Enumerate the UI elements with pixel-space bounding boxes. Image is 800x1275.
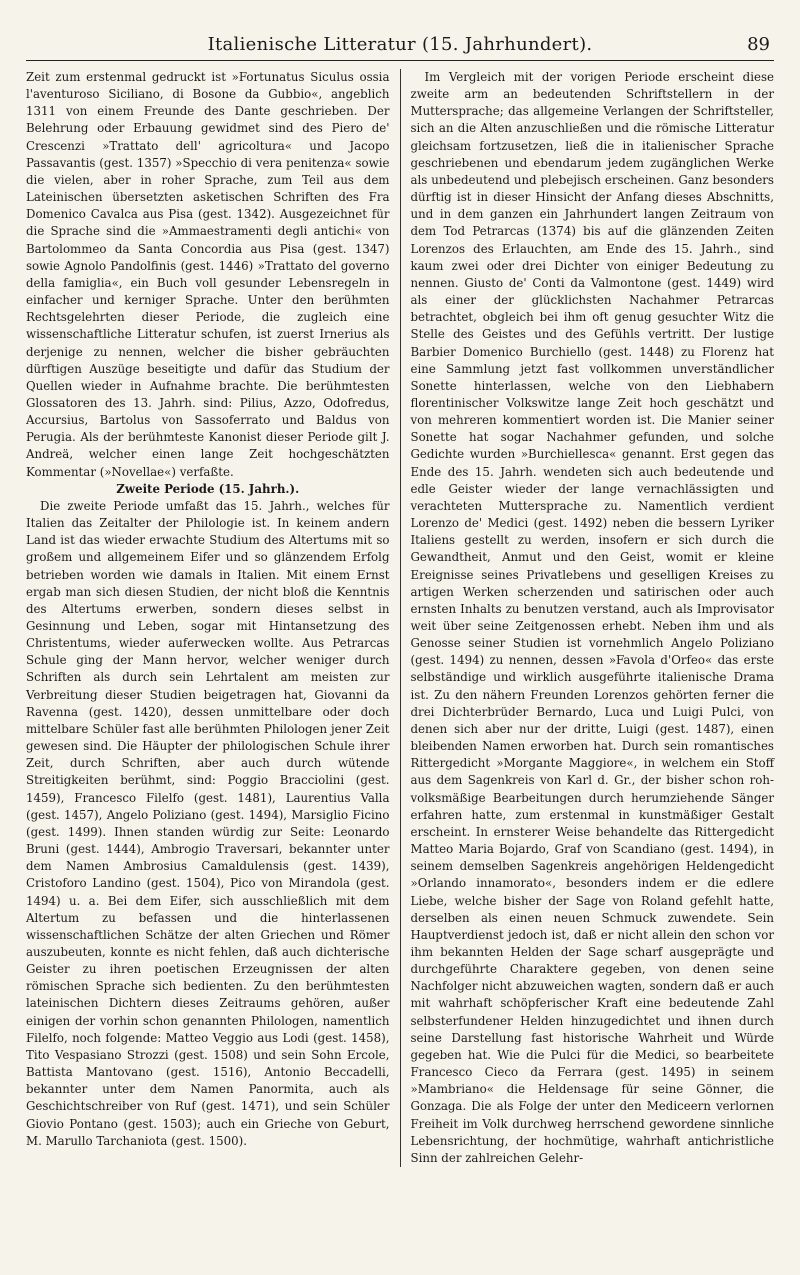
section-heading: Zweite Periode (15. Jahrh.).: [116, 481, 300, 496]
running-title: Italienische Litteratur (15. Jahrhundert).: [207, 34, 593, 55]
left-column: [26, 69, 400, 1167]
paragraph: Im Vergleich mit der vorigen Periode erscheint diese zweite arm an bedeutenden Schriftstellern in der Muttersprache; das allgemeine Verlangen der Schriftsteller, sich an die Alten anzuschließen und die römische Litteratur gleichsam fortzusetzen, ließ die in italienischer Sprache geschriebenen und ebendarum jedem zugänglichen Werke als unbedeutend und plebejisch erscheinen. Ganz besonders dürftig ist in dieser Hinsicht der Anfang dieses Abschnitts, und in dem ganzen ein Jahrhundert langen Zeitraum von dem Tod Petrarcas (1374) bis auf die glänzenden Zeiten Lorenzos des Erlauchten, am Ende des 15. Jahrh., sind kaum zwei oder drei Dichter von einiger Bedeutung zu nennen. Giusto de' Conti da Valmontone (gest. 1449) wird als einer der glücklichsten Nachahmer Petrarcas betrachtet, obgleich bei ihm oft genug gesuchter Witz die Stelle des Geistes und des Gefühls vertritt. Der lustige Barbier Domenico Burchiello (gest. 1448) zu Florenz hat eine Sammlung jetzt fast vollkommen unverständlicher Sonette hinterlassen, welche von den Liebhabern florentinischer Volkswitze lange Zeit hoch geschätzt und von mehreren kommentiert worden ist. Die Manier seiner Sonette hat sogar Nachahmer gefunden, und solche Gedichte wurden »Burchiellesca« genannt. Erst gegen das Ende des 15. Jahrh. wendeten sich auch bedeutende und edle Geister wieder der lange vernachlässigten und verachteten Muttersprache zu. Namentlich verdient Lorenzo de' Medici (gest. 1492) neben die bessern Lyriker Italiens gestellt zu werden, insofern er sich durch die Gewandtheit, Anmut und den Geist, womit er kleine Ereignisse seines Privatlebens und geselligen Kreises zu artigen Werken scherzenden und satirischen oder auch ernsten Inhalts zu benutzen verstand, auch als Improvisator weit über seine Zeitgenossen erhebt. Neben ihm und als Genosse seiner Studien ist vornehmlich Angelo Poliziano (gest. 1494) zu nennen, dessen »Favola d'Orfeo« das erste selbständige und wirklich ausgeführte italienische Drama ist. Zu den nähern Freunden Lorenzos gehörten ferner die drei Dichterbrüder Bernardo, Luca und Luigi Pulci, von denen sich aber nur der dritte, Luigi (gest. 1487), einen bleibenden Namen erworben hat. Durch sein romantisches Rittergedicht »Morgante Maggiore«, in welchem ein Stoff aus dem Sagenkreis von Karl d. Gr., der bisher schon roh-volksmäßige Bearbeitungen durch herumziehende Sänger erfahren hatte, zum erstenmal in kunstmäßiger Gestalt erscheint. In ernsterer Weise behandelte das Rittergedicht Matteo Maria Bojardo, Graf von Scandiano (gest. 1494), in seinem demselben Sagenkreis angehörigen Heldengedicht »Orlando innamorato«, besonders indem er die edlere Liebe, welche bisher der Sage von Roland gefehlt hatte, derselben als einen neuen Schmuck zuwendete. Sein Hauptverdienst jedoch ist, daß er nicht allein den schon vor ihm bekannten Helden der Sage scharf ausgeprägte und durchgeführte Charaktere gegeben, von denen seine Nachfolger nicht abzuweichen wagten, sondern daß er auch mit wahrhaft schöpferischer Kraft eine bedeutende Zahl selbsterfundener Helden hinzugedichtet und ihnen durch seine Darstellung fast historische Wahrheit und Würde gegeben hat. Wie die Pulci für die Medici, so bearbeitete Francesco Cieco da Ferrara (gest. 1495) in seinem »Mambriano« die Heldensage für seine Gönner, die Gonzaga. Die als Folge der unter den Mediceern verlornen Freiheit im Volk durchweg herrschend gewordene sinnliche Lebensrichtung, der hochmütige, wahrhaft antichristliche Sinn der zahlreichen Gelehr-: [410, 70, 774, 1165]
text-columns: [26, 69, 774, 1167]
paragraph: Die zweite Periode umfaßt das 15. Jahrh., welches für Italien das Zeitalter der Philologie ist. In keinem andern Land ist das wieder erwachte Studium des Altertums mit so großem und allgemeinem Eifer und so glänzendem Erfolg betrieben worden wie damals in Italien. Mit einem Ernst ergab man sich diesen Studien, der nicht bloß die Kenntnis des Altertums erwerben, sondern dieses selbst in Gesinnung und Leben, sogar mit Hintansetzung des Christentums, wieder auferwecken wollte. Aus Petrarcas Schule ging der Mann hervor, welcher weniger durch Schriften als durch sein Lehrtalent am meisten zur Verbreitung dieser Studien beigetragen hat, Giovanni da Ravenna (gest. 1420), dessen unmittelbare oder doch mittelbare Schüler fast alle berühmten Philologen jener Zeit gewesen sind. Die Häupter der philologischen Schule ihrer Zeit, durch Schriften, aber auch durch wütende Streitigkeiten berühmt, sind: Poggio Bracciolini (gest. 1459), Francesco Filelfo (gest. 1481), Laurentius Valla (gest. 1457), Angelo Poliziano (gest. 1494), Marsiglio Ficino (gest. 1499). Ihnen standen würdig zur Seite: Leonardo Bruni (gest. 1444), Ambrogio Traversari, bekannter unter dem Namen Ambrosius Camaldulensis (gest. 1439), Cristoforo Landino (gest. 1504), Pico von Mirandola (gest. 1494) u. a. Bei dem Eifer, sich ausschließlich mit dem Altertum zu befassen und die hinterlassenen wissenschaftlichen Schätze der alten Griechen und Römer auszubeuten, konnte es nicht fehlen, daß auch dichterische Geister zu ihren poetischen Erzeugnissen der alten römischen Sprache sich bedienten. Zu den berühmtesten lateinischen Dichtern dieses Zeitraums gehören, außer einigen der vorhin schon genannten Philologen, namentlich Filelfo, noch folgende: Matteo Veggio aus Lodi (gest. 1458), Tito Vespasiano Strozzi (gest. 1508) und sein Sohn Ercole, Battista Mantovano (gest. 1516), Antonio Beccadelli, bekannter unter dem Namen Panormita, auch als Geschichtschreiber von Ruf (gest. 1471), und sein Schüler Giovio Pontano (gest. 1503); auch ein Grieche von Geburt, M. Marullo Tarchaniota (gest. 1500).: [26, 498, 390, 1148]
paragraph: Zeit zum erstenmal gedruckt ist »Fortunatus Siculus ossia l'aventuroso Siciliano, di Bosone da Gubbio«, angeblich 1311 von einem Freunde des Dante geschrieben. Der Belehrung oder Erbauung gewidmet sind des Piero de' Crescenzi »Trattato dell' agricoltura« und Jacopo Passavantis (gest. 1357) »Specchio di vera penitenza« sowie die vielen, aber in roher Sprache, zum Teil aus dem Lateinischen übersetzten asketischen Schriften des Fra Domenico Cavalca aus Pisa (gest. 1342). Ausgezeichnet für die Sprache sind die »Ammaestramenti degli antichi« von Bartolommeo da Santa Concordia aus Pisa (gest. 1347) sowie Agnolo Pandolfinis (gest. 1446) »Trattato del governo della famiglia«, ein Buch voll gesunder Lebensregeln in einfacher und kerniger Sprache. Unter den berühmten Rechtsgelehrten dieser Periode, die zugleich eine wissenschaftliche Litteratur schufen, ist zuerst Irnerius als derjenige zu nennen, welcher die bisher gebräuchten dürftigen Auszüge beseitigte und dafür das Studium der Quellen wieder in Aufnahme brachte. Die berühmtesten Glossatoren des 13. Jahrh. sind: Pilius, Azzo, Odofredus, Accursius, Bartolus von Sassoferrato und Baldus von Perugia. Als der berühmteste Kanonist dieser Periode gilt J. Andreä, welcher einen lange Zeit hochgeschätzten Kommentar (»Novellae«) verfaßte.: [26, 70, 390, 479]
page-number: 89: [747, 34, 770, 55]
page-header: [26, 30, 774, 61]
right-column: [400, 69, 775, 1167]
